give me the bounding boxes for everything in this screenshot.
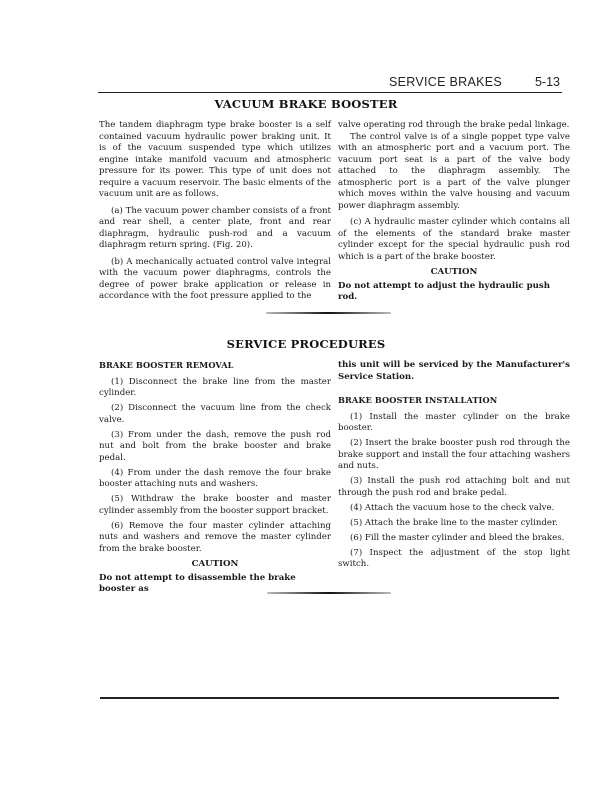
step: (3) Install the push rod attaching bolt and nut through the push rod and brake pedal. [338,476,570,498]
installation-column [338,360,570,574]
paragraph: valve operating rod through the brake pedal linkage. [338,120,570,130]
caution-text: Do not attempt to adjust the hydraulic push rod. [338,280,550,302]
step: (6) Fill the master cylinder and bleed the brakes. [350,532,565,543]
section1-left-column [99,120,331,306]
caution-text-continued: this unit will be serviced by the Manufacturer's Service Station. [338,360,570,382]
caution-text: Do not attempt to disassemble the brake booster as [99,572,296,594]
caution-label: CAUTION [191,559,239,569]
step: (1) Disconnect the brake line from the master cylinder. [99,376,331,398]
caution-label: CAUTION [430,267,478,277]
section-title-vacuum-brake-booster: VACUUM BRAKE BOOSTER [214,97,398,111]
step: (6) Remove the four master cylinder attaching nuts and washers and remove the master cylinder from the brake booster. [99,520,331,554]
paragraph: The control valve is of a single poppet type valve with an atmospheric port and a vacuum port. The vacuum port seat is a part of the valve body attached to the diaphragm assembly. The atmospheric port is a part of the valve plunger which moves within the valve housing and vacuum power diaphragm assembly. [338,131,570,211]
step: (7) Inspect the adjustment of the stop light switch. [338,547,570,569]
section-title-service-procedures: SERVICE PROCEDURES [226,337,386,351]
header-title: SERVICE BRAKES [388,75,502,89]
footer-rule [100,697,559,699]
page-number: 5-13 [534,75,560,89]
step: (4) From under the dash remove the four brake booster attaching nuts and washers. [99,467,331,489]
subheading-removal: BRAKE BOOSTER REMOVAL [99,360,234,370]
removal-column [99,360,331,599]
paragraph: (a) The vacuum power chamber consists of a front and rear shell, a center plate, front and rear diaphragm, hydraulic push-rod and a vacuum diaphragm return spring. (Fig. 20). [99,205,331,250]
step: (2) Disconnect the vacuum line from the check valve. [99,403,331,425]
step: (4) Attach the vacuum hose to the check valve. [350,502,555,513]
running-header [98,74,562,93]
paragraph: The tandem diaphragm type brake booster is a self contained vacuum hydraulic power braking unit. It is of the vacuum suspended type which utilizes engine intake manifold vacuum and atmospheric pressure for its power. This type of unit does not require a vacuum reservoir. The basic elments of the vacuum unit are as follows. [99,120,331,199]
paragraph: (c) A hydraulic master cylinder which contains all of the elements of the standard brake master cylinder except for the special hydraulic push rod which is a part of the brake booster. [338,217,570,262]
step: (2) Insert the brake booster push rod through the brake support and install the four attaching washers and nuts. [338,438,570,471]
decorative-rule [266,312,391,314]
decorative-rule [267,592,391,594]
subheading-installation: BRAKE BOOSTER INSTALLATION [338,395,498,405]
step: (5) Withdraw the brake booster and master cylinder assembly from the booster support bracket. [99,494,331,516]
step: (5) Attach the brake line to the master cylinder. [350,517,558,528]
step: (3) From under the dash, remove the push rod nut and bolt from the brake booster and brake pedal. [99,429,331,463]
step: (1) Install the master cylinder on the brake booster. [338,411,570,433]
section1-right-column [338,120,570,307]
paragraph: (b) A mechanically actuated control valve integral with the vacuum power diaphragms, controls the degree of power brake application or release in accordance with the foot pressure applied to the [99,256,331,301]
